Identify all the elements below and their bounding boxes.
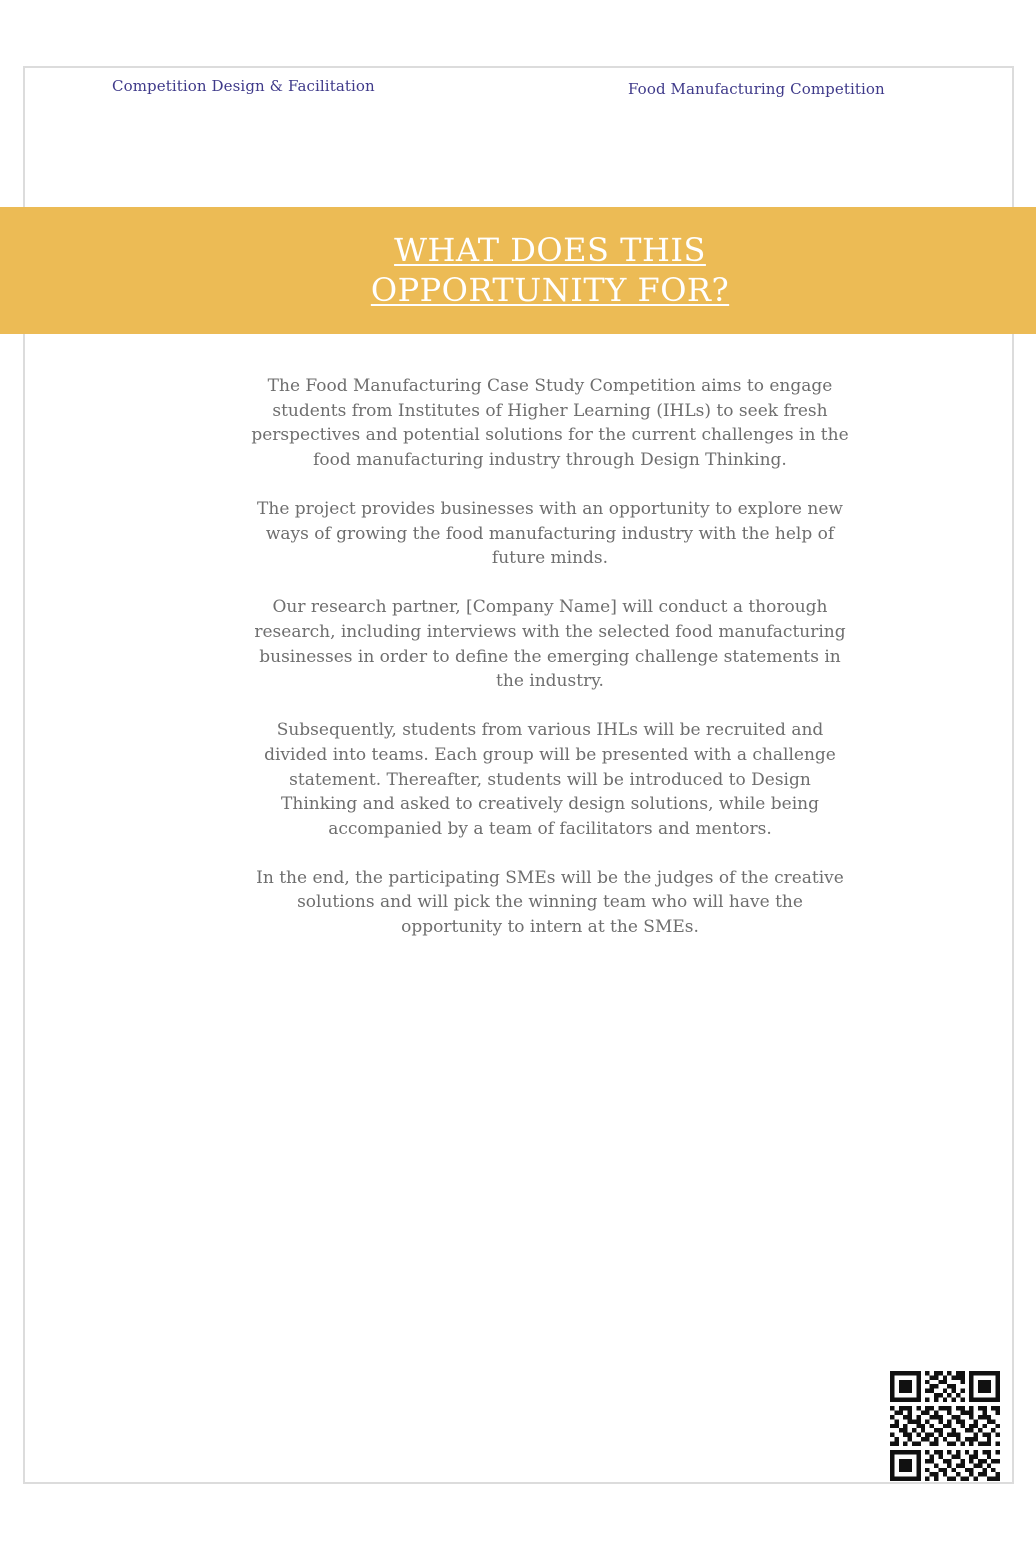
paragraph: The project provides businesses with an opportunity to explore new ways of growing the food manufacturing industry with the help of future minds. bbox=[257, 498, 843, 569]
paragraph: Our research partner, [Company Name] will conduct a thorough research, including interviews with the selected food manufacturing businesses in order to define the emerging challenge statements in the industry. bbox=[254, 597, 846, 692]
banner-title bbox=[0, 230, 1036, 310]
paragraph: Subsequently, students from various IHLs will be recruited and divided into teams. Each group will be presented with a challenge statement. Thereafter, students will be introduced to Design Thinking and asked to creatively design solutions, while being accompanied by a team of facilitators and mentors. bbox=[264, 720, 836, 839]
paragraph: The Food Manufacturing Case Study Competition aims to engage students from Institutes of Higher Learning (IHLs) to seek fresh perspectives and potential solutions for the current challenges in the food manufacturing industry through Design Thinking. bbox=[251, 376, 849, 470]
banner-title-line-2: OPPORTUNITY FOR? bbox=[370, 271, 730, 309]
paragraph: In the end, the participating SMEs will be the judges of the creative solutions and will pick the winning team who will have the opportunity to intern at the SMEs. bbox=[256, 867, 844, 938]
header-left-title: Competition Design & Facilitation bbox=[112, 77, 375, 95]
qr-code-icon bbox=[890, 1371, 1000, 1481]
header-right-title: Food Manufacturing Competition bbox=[628, 80, 885, 98]
banner-title-line-1: WHAT DOES THIS bbox=[394, 231, 706, 269]
body-text bbox=[250, 374, 850, 964]
